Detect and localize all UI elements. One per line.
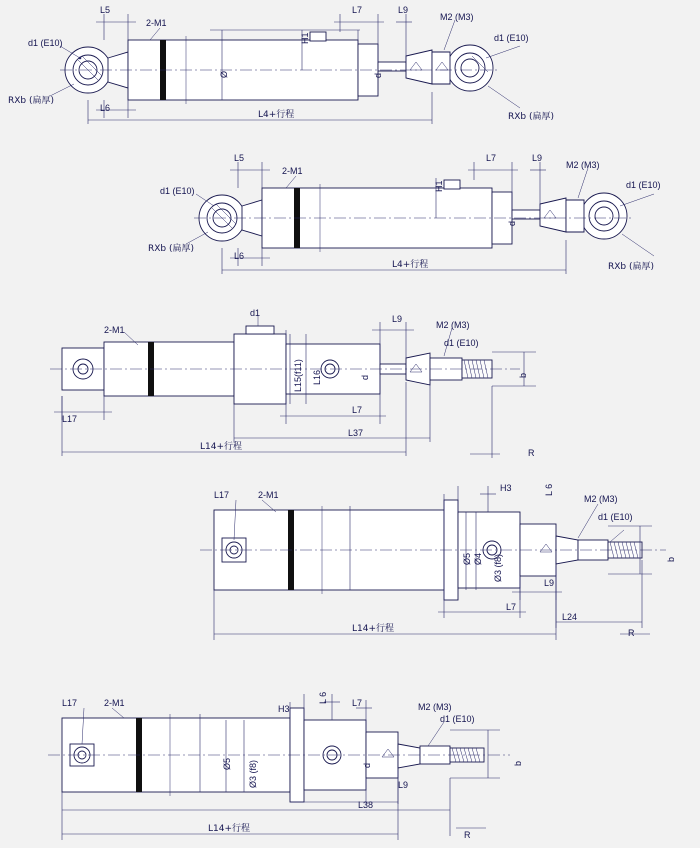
v1-label-rxb-right: RXb (扁厚) [508, 112, 555, 122]
v2-label-l9: L9 [532, 153, 543, 163]
v3-label-l17: L17 [62, 414, 78, 424]
v2-label-d1-e10-right: d1 (E10) [626, 180, 661, 190]
v2-label-2-m1: 2-M1 [282, 166, 303, 176]
v1-label-m2-m3: M2 (M3) [440, 12, 474, 22]
v3-label-l16: L16 [312, 369, 322, 385]
v2-label-h1: H1 [434, 180, 444, 192]
v3-label-l15-f11: L15(f11) [293, 359, 303, 392]
v3-label-b: b [518, 372, 528, 378]
v4-label-2-m1: 2-M1 [258, 490, 279, 500]
view-1-geometry [50, 14, 520, 124]
v1-label-phi: Ø [219, 70, 229, 78]
v5-label-l17: L17 [62, 698, 78, 708]
v1-label-d: d [373, 72, 383, 78]
v2-label-l5: L5 [234, 153, 245, 163]
v4-label-h3: H3 [500, 483, 512, 493]
v5-label-phi5: Ø5 [222, 757, 232, 770]
v1-label-rxb-left: RXb (扁厚) [8, 96, 55, 106]
v3-label-l7: L7 [352, 405, 363, 415]
v5-label-r: R [464, 830, 471, 840]
v1-label-l6: L6 [100, 103, 111, 113]
v1-label-l7: L7 [352, 5, 363, 15]
v1-label-d1-e10-right: d1 (E10) [494, 33, 529, 43]
view-4-geometry [200, 483, 666, 640]
v2-label-d: d [507, 220, 517, 226]
v5-label-l9: L9 [398, 780, 409, 790]
v4-label-d1-e10: d1 (E10) [598, 512, 633, 522]
v4-label-m2-m3: M2 (M3) [584, 494, 618, 504]
v4-label-l7: L7 [506, 602, 517, 612]
v5-label-phi3-f8: Ø3 (f8) [248, 759, 258, 788]
v3-label-d: d [360, 374, 370, 380]
v1-label-2-m1: 2-M1 [146, 18, 167, 28]
v5-label-d1-e10: d1 (E10) [440, 714, 475, 724]
v3-label-l14-stroke: L14+行程 [200, 442, 243, 452]
v2-label-l7: L7 [486, 153, 497, 163]
v2-label-rxb-right: RXb (扁厚) [608, 262, 655, 272]
v5-label-l6: L 6 [318, 691, 328, 704]
view-2-geometry [186, 162, 654, 274]
v5-label-d: d [362, 762, 372, 768]
v4-label-l17: L17 [214, 490, 230, 500]
v3-label-l9: L9 [392, 314, 403, 324]
v3-label-l37: L37 [348, 428, 364, 438]
v3-label-m2-m3: M2 (M3) [436, 320, 470, 330]
v5-label-b: b [513, 760, 523, 766]
v4-label-phi4: Ø4 [473, 552, 483, 565]
v3-label-d1: d1 [250, 308, 261, 318]
v4-label-phi3-f8: Ø3 (f8) [493, 553, 503, 582]
v5-label-m2-m3: M2 (M3) [418, 702, 452, 712]
v5-label-l7: L7 [352, 698, 363, 708]
v1-label-l4-stroke: L4+行程 [258, 110, 295, 120]
v5-label-2-m1: 2-M1 [104, 698, 125, 708]
v5-label-l38: L38 [358, 800, 374, 810]
v4-label-b: b [666, 556, 676, 562]
v1-label-l5: L5 [100, 5, 111, 15]
v4-label-phi5: Ø5 [462, 552, 472, 565]
v4-label-r: R [628, 628, 635, 638]
v2-label-m2-m3: M2 (M3) [566, 160, 600, 170]
v4-label-l14-stroke: L14+行程 [352, 624, 395, 634]
v3-label-r: R [528, 448, 535, 458]
v5-label-h3: H3 [278, 704, 290, 714]
v3-label-2-m1: 2-M1 [104, 325, 125, 335]
v3-label-d1-e10: d1 (E10) [444, 338, 479, 348]
v5-label-l14-stroke: L14+行程 [208, 824, 251, 834]
v2-label-l4-stroke: L4+行程 [392, 260, 429, 270]
v4-label-l6: L 6 [544, 483, 554, 496]
v1-label-l9: L9 [398, 5, 409, 15]
v4-label-l9: L9 [544, 578, 555, 588]
v2-label-rxb-left: RXb (扁厚) [148, 244, 195, 254]
v1-label-d1-e10-left: d1 (E10) [28, 38, 63, 48]
v2-label-l6: L6 [234, 251, 245, 261]
v4-label-l24: L24 [562, 612, 578, 622]
v1-label-h1: H1 [300, 32, 310, 44]
v2-label-d1-e10-left: d1 (E10) [160, 186, 195, 196]
